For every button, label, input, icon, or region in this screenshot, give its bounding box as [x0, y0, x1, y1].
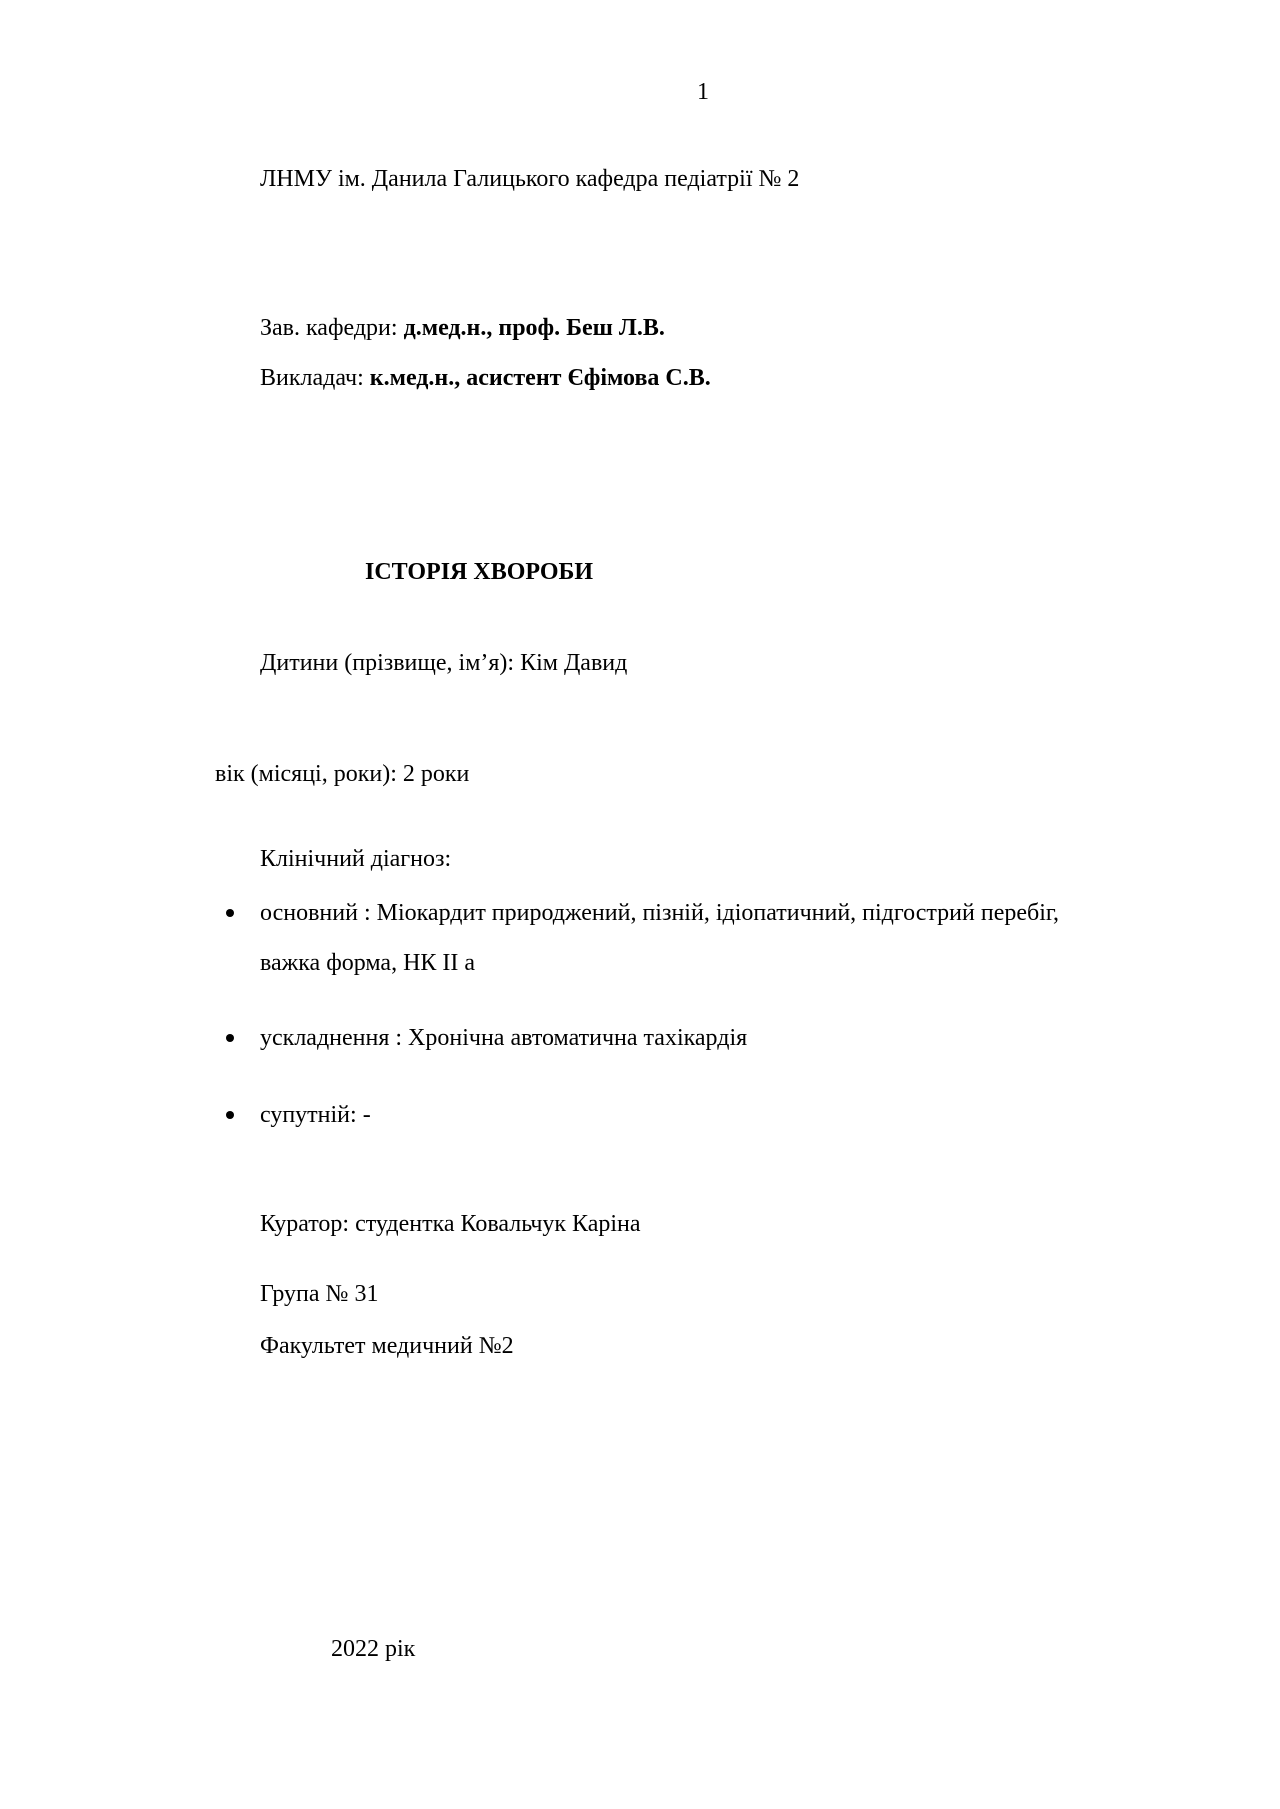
complication-line: ускладнення : Хронічна автоматична тахікардія: [260, 1025, 748, 1051]
lecturer-value: к.мед.н., асистент Єфімова С.В.: [369, 365, 711, 391]
lecturer-line: [260, 363, 711, 393]
year-line: 2022 рік: [331, 1636, 416, 1662]
head-of-department-label: Зав. кафедри:: [260, 315, 404, 341]
lecturer-label: Викладач:: [260, 365, 370, 391]
diagnosis-heading: Клінічний діагноз:: [260, 846, 452, 872]
main-diagnosis-line-2: важка форма, НК ІІ а: [260, 950, 476, 976]
curator-line: Куратор: студентка Ковальчук Каріна: [260, 1211, 641, 1237]
concomitant-line: супутній: -: [260, 1102, 371, 1128]
group-line: Група № 31: [260, 1281, 379, 1307]
main-diagnosis-line-1: основний : Міокардит природжений, пізній, ідіопатичний, підгострий перебіг,: [260, 900, 1060, 926]
institution-line: ЛНМУ ім. Данила Галицького кафедра педіатрії № 2: [260, 166, 800, 192]
patient-line: Дитини (прізвище, ім’я): Кім Давид: [260, 650, 628, 676]
bullet-icon: [226, 1111, 234, 1119]
head-of-department-line: [260, 313, 665, 343]
age-line: вік (місяці, роки): 2 роки: [215, 761, 470, 787]
bullet-icon: [226, 909, 234, 917]
document-title: ІСТОРІЯ ХВОРОБИ: [365, 559, 594, 585]
head-of-department-value: д.мед.н., проф. Беш Л.В.: [403, 315, 665, 341]
bullet-icon: [226, 1034, 234, 1042]
page-number: 1: [697, 79, 709, 105]
faculty-line: Факультет медичний №2: [260, 1333, 514, 1359]
